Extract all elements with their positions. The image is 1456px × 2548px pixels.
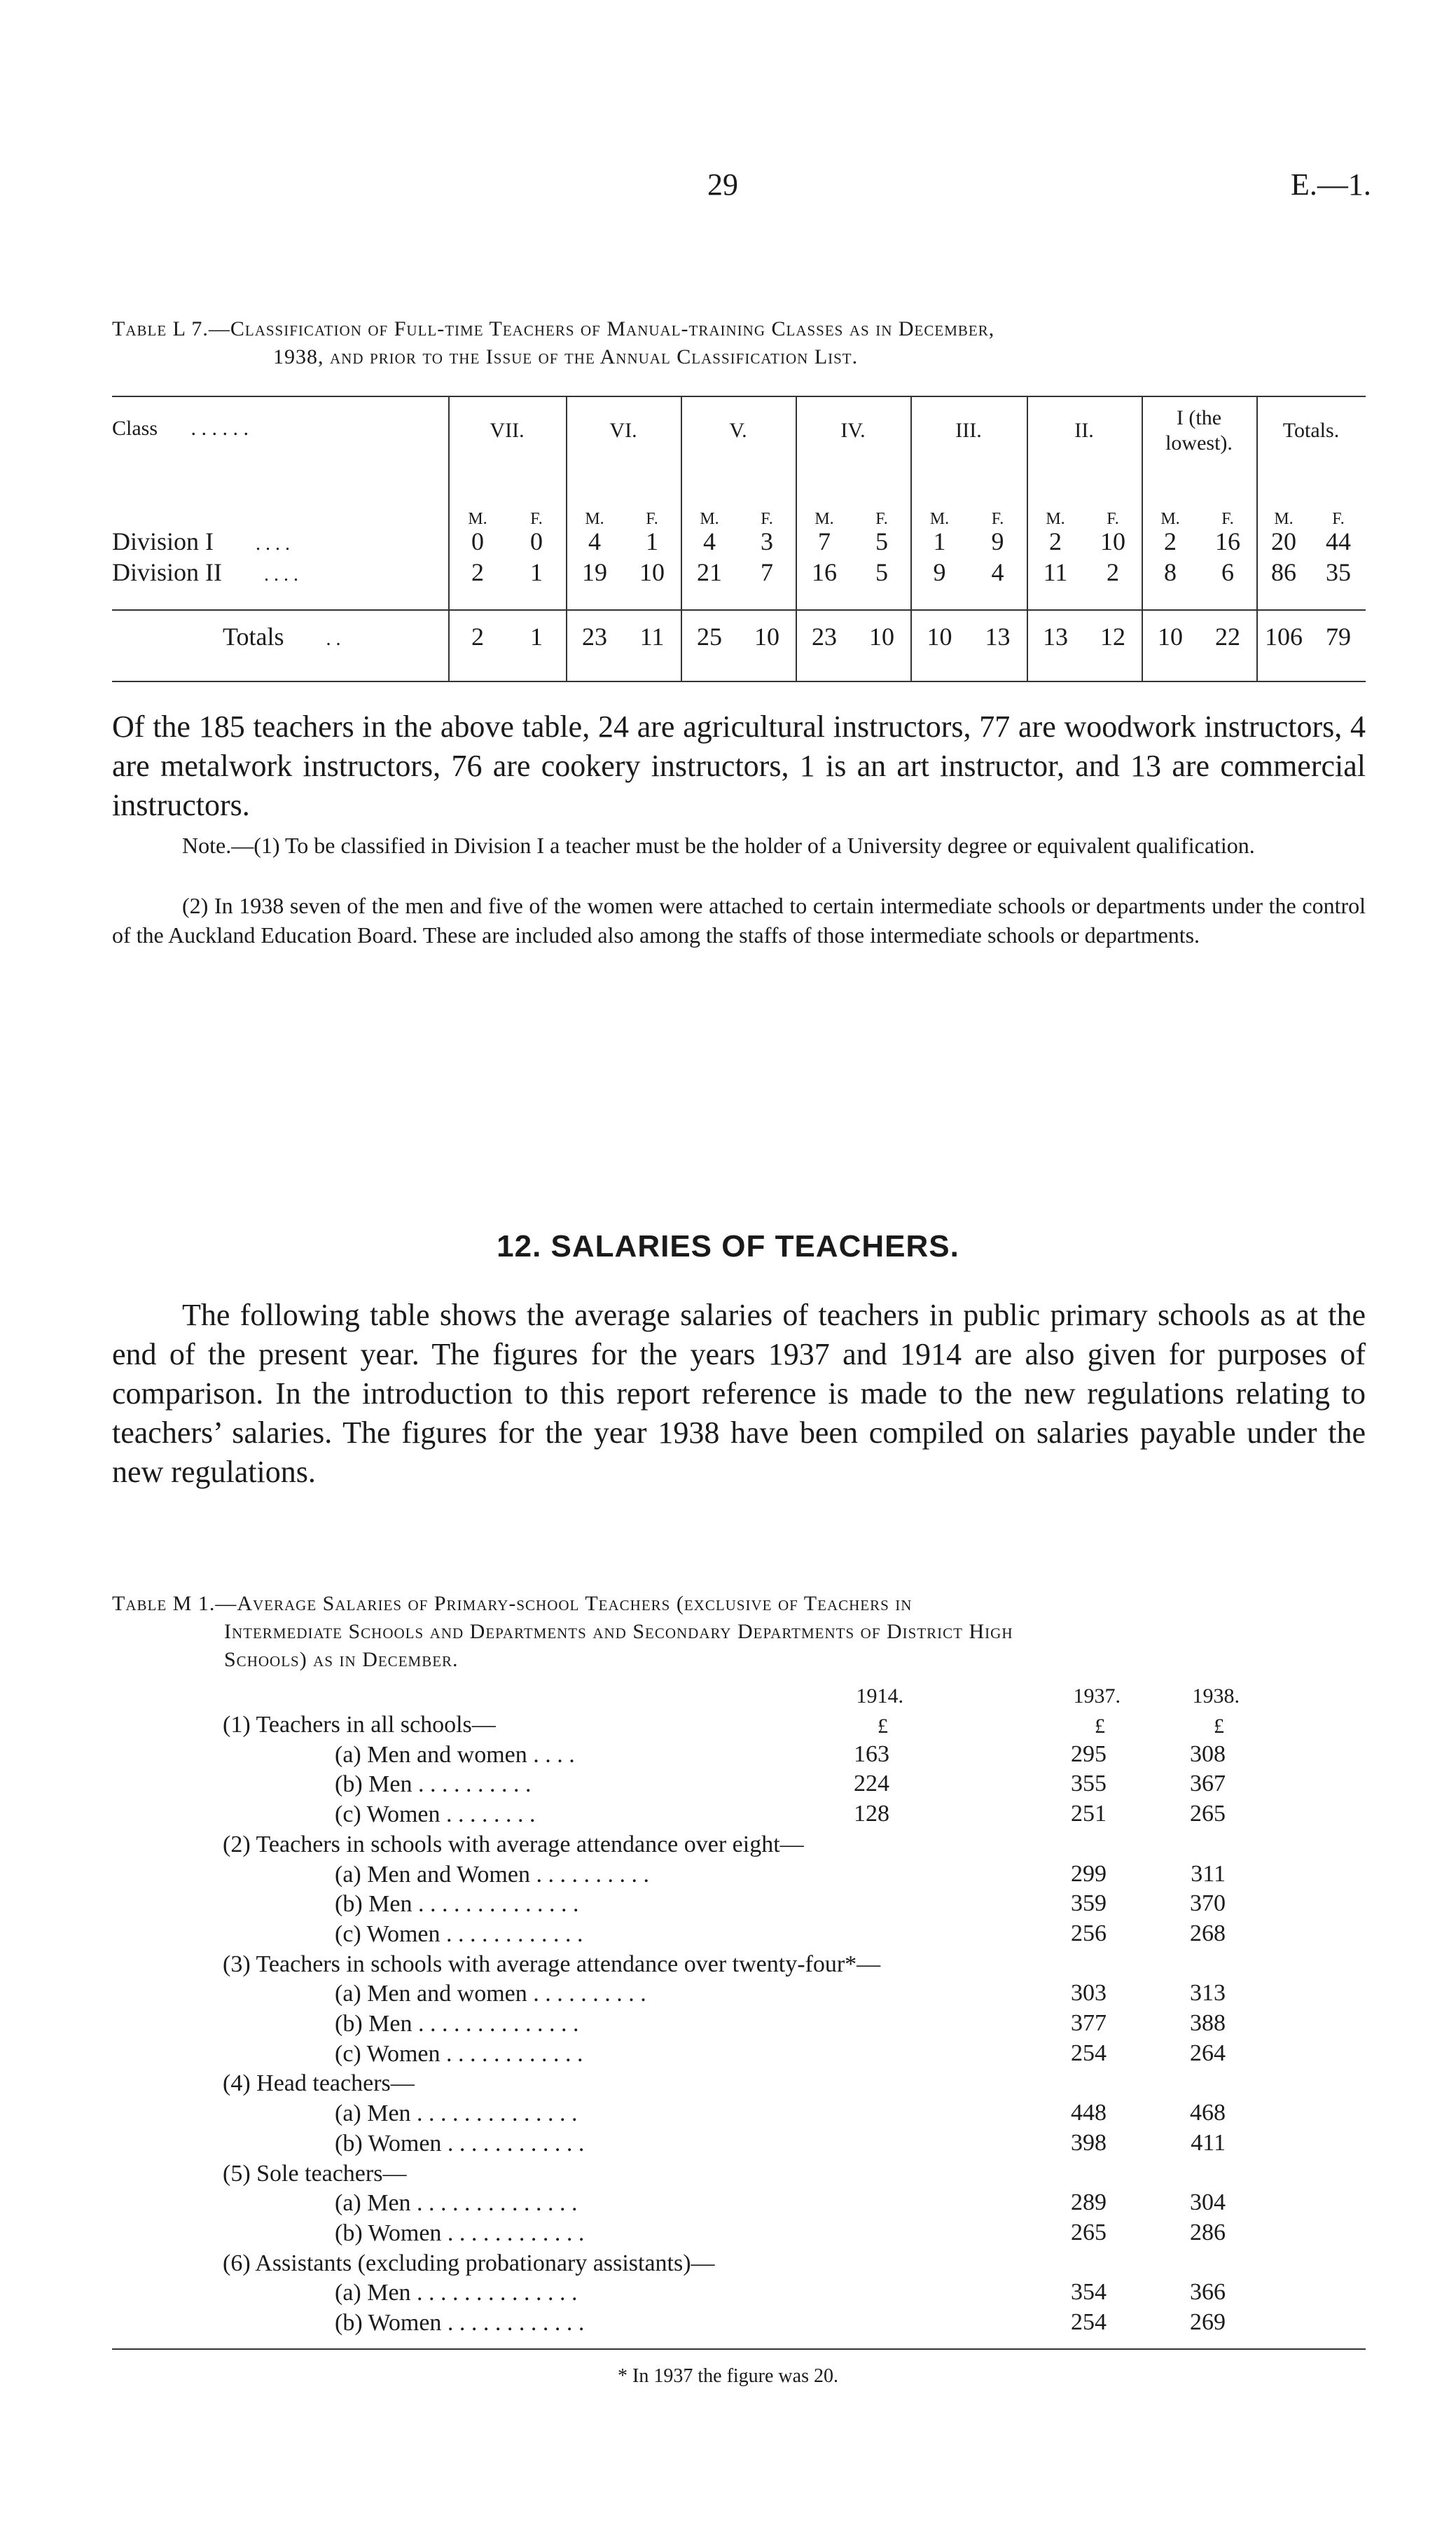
table-cell: 4	[991, 558, 1004, 586]
salary-row-label: (a) Men and women . . . . . . . . . .	[335, 1981, 646, 2007]
table-cell: 25	[697, 623, 722, 651]
table-cell: 10	[1100, 527, 1125, 555]
section-heading: 12. SALARIES OF TEACHERS.	[497, 1229, 959, 1263]
table-cell: 4	[588, 527, 601, 555]
salary-value: 468	[1190, 2100, 1226, 2126]
salary-value: 268	[1190, 1920, 1226, 1946]
salary-value: 398	[1071, 2130, 1107, 2156]
salary-value: 224	[854, 1771, 889, 1796]
male-subheader: M.	[468, 510, 487, 528]
salary-value: 304	[1190, 2189, 1226, 2215]
paragraph-teachers-summary: Of the 185 teachers in the above table, 24 are agricultural instructors, 77 are woodwork instructors, 4 are metalwork instructors, 76 are cookery instructors, 1 is an art instructor, and 13 are commercial instructors.	[112, 709, 1366, 822]
note-2: (2) In 1938 seven of the men and five of the women were attached to certain intermediate schools or departments under the control of the Auckland Education Board. These are included also among the staffs of those intermediate schools or departments.	[112, 893, 1366, 948]
table-cell: 23	[812, 623, 837, 651]
female-subheader: F.	[1332, 510, 1345, 528]
document-code: E.—1.	[1291, 167, 1371, 202]
table-cell: 2	[1164, 527, 1177, 555]
salary-group-label: (6) Assistants (excluding probationary assistants)—	[223, 2250, 715, 2276]
male-subheader: M.	[700, 510, 719, 528]
table-cell: 10	[927, 623, 952, 651]
table-l7-caption-line1: Table L 7.—Classification of Full-time Teachers of Manual-training Classes as in December,	[112, 317, 995, 340]
salary-value: 163	[854, 1741, 889, 1767]
salary-value: 354	[1071, 2279, 1107, 2305]
table-bottom-rule	[112, 681, 1366, 682]
salary-value: 448	[1071, 2100, 1107, 2126]
table-cell: 4	[703, 527, 716, 555]
table-m1-bottom-rule	[112, 2348, 1366, 2350]
female-subheader: F.	[646, 510, 658, 528]
table-cell: 44	[1326, 527, 1351, 555]
salary-value: 370	[1190, 1890, 1226, 1916]
salary-row-label: (a) Men and Women . . . . . . . . . .	[335, 1862, 649, 1888]
male-subheader: M.	[929, 510, 950, 528]
table-cell: 13	[1043, 623, 1068, 651]
salary-value: 254	[1071, 2040, 1107, 2066]
table-cell: 6	[1221, 558, 1234, 586]
class-header-lowest-line2: lowest).	[1165, 431, 1233, 455]
table-cell: 5	[875, 527, 888, 555]
salary-value: 311	[1191, 1861, 1226, 1887]
salary-value: 355	[1071, 1771, 1107, 1796]
male-subheader: M.	[1160, 510, 1180, 528]
table-cell: 86	[1271, 558, 1296, 586]
table-cell: 20	[1271, 527, 1296, 555]
salary-group-label: (5) Sole teachers—	[223, 2161, 407, 2187]
year-header: 1937.	[1073, 1684, 1121, 1708]
row-label	[223, 622, 340, 651]
table-cell: 19	[582, 558, 607, 586]
table-cell: 16	[812, 558, 837, 586]
salary-value: 251	[1071, 1801, 1107, 1827]
salary-row-label: (a) Men . . . . . . . . . . . . . .	[335, 2190, 578, 2216]
table-cell: 2	[1049, 527, 1062, 555]
table-cell: 1	[530, 623, 543, 651]
table-cell: 11	[1043, 558, 1068, 586]
table-cell: 10	[754, 623, 779, 651]
table-m1-footnote: * In 1937 the figure was 20.	[618, 2365, 838, 2387]
male-subheader: M.	[1274, 510, 1294, 528]
salary-value: 289	[1071, 2189, 1107, 2215]
table-top-rule	[112, 396, 1366, 397]
salary-row-label: (a) Men and women . . . .	[335, 1742, 575, 1768]
table-m1-caption	[112, 1590, 1366, 1674]
salary-value: 254	[1071, 2309, 1107, 2335]
year-header: 1914.	[856, 1684, 903, 1708]
salary-value: 377	[1071, 2010, 1107, 2036]
salary-row-label: (a) Men . . . . . . . . . . . . . .	[335, 2280, 578, 2306]
salary-row-label: (a) Men . . . . . . . . . . . . . .	[335, 2100, 578, 2126]
salary-row-label: (c) Women . . . . . . . . . . . .	[335, 2041, 583, 2067]
salary-row-label: (b) Men . . . . . . . . . . . . . .	[335, 1891, 579, 1917]
table-cell: 5	[875, 558, 888, 586]
salary-group-label: (2) Teachers in schools with average attendance over eight—	[223, 1832, 804, 1857]
table-cell: 16	[1215, 527, 1240, 555]
note-1: Note.—(1) To be classified in Division I a teacher must be the holder of a University degree or equivalent qualification.	[182, 833, 1255, 858]
salary-value: 295	[1071, 1741, 1107, 1767]
male-subheader: M.	[1046, 510, 1065, 528]
class-label-text: Class	[112, 417, 158, 440]
salary-row-label: (c) Women . . . . . . . . . . . .	[335, 1921, 583, 1947]
class-header-lowest-line1: I (the	[1176, 406, 1222, 429]
salary-value: 128	[854, 1801, 889, 1827]
table-cell: 21	[697, 558, 722, 586]
female-subheader: F.	[875, 510, 888, 528]
table-l7-caption	[112, 315, 1359, 371]
row-label-dots: . . . .	[264, 564, 298, 586]
totals-header: Totals.	[1282, 419, 1340, 442]
salary-value: 269	[1190, 2309, 1226, 2335]
table-cell: 2	[1107, 558, 1119, 586]
salary-value: 366	[1190, 2279, 1226, 2305]
table-cell: 1	[646, 527, 658, 555]
table-cell: 8	[1164, 558, 1177, 586]
salary-row-label: (b) Men . . . . . . . . . . . . . .	[335, 2011, 579, 2037]
class-header: VI.	[609, 419, 637, 442]
salary-value: 303	[1071, 1980, 1107, 2006]
salary-value: 299	[1071, 1861, 1107, 1887]
table-m1-caption-line2: Intermediate Schools and Departments and Secondary Departments of District High	[224, 1620, 1013, 1643]
table-cell: 79	[1326, 623, 1351, 651]
class-header: V.	[729, 419, 747, 442]
salary-row-label: (b) Women . . . . . . . . . . . .	[335, 2131, 585, 2156]
page-number: 29	[707, 167, 738, 202]
row-label-dots: . .	[326, 628, 341, 650]
salary-row-label: (b) Women . . . . . . . . . . . .	[335, 2220, 585, 2246]
table-cell: 2	[471, 623, 484, 651]
table-m1-caption-line1: Table M 1.—Average Salaries of Primary-school Teachers (exclusive of Teachers in	[112, 1592, 913, 1615]
table-cell: 7	[818, 527, 831, 555]
currency-header: £	[1214, 1715, 1224, 1738]
salary-value: 313	[1190, 1980, 1226, 2006]
salary-value: 256	[1071, 1920, 1107, 1946]
table-cell: 22	[1215, 623, 1240, 651]
table-cell: 11	[639, 623, 665, 651]
salary-value: 264	[1190, 2040, 1226, 2066]
table-cell: 106	[1265, 623, 1303, 651]
salary-value: 388	[1190, 2010, 1226, 2036]
table-cell: 1	[933, 527, 946, 555]
salary-value: 265	[1071, 2220, 1107, 2245]
salary-value: 367	[1190, 1771, 1226, 1796]
table-cell: 10	[1158, 623, 1183, 651]
table-cell: 10	[639, 558, 665, 586]
table-cell: 35	[1326, 558, 1351, 586]
salary-row-label: (c) Women . . . . . . . .	[335, 1801, 536, 1827]
female-subheader: F.	[1107, 510, 1119, 528]
class-header: III.	[955, 419, 982, 442]
totals-rule	[112, 609, 1366, 611]
class-header: VII.	[490, 419, 525, 442]
table-cell: 7	[761, 558, 773, 586]
table-l7-caption-line2: 1938, and prior to the Issue of the Annual Classification List.	[273, 345, 859, 368]
salary-row-label: (b) Women . . . . . . . . . . . .	[335, 2310, 585, 2336]
table-cell: 9	[991, 527, 1004, 555]
table-cell: 3	[761, 527, 773, 555]
table-cell: 9	[933, 558, 946, 586]
male-subheader: M.	[814, 510, 834, 528]
row-label-text: Division II	[112, 558, 222, 586]
paragraph-salaries-intro: The following table shows the average salaries of teachers in public primary schools as at the end of the present year. The figures for the years 1937 and 1914 are also given for purposes of comparison. In the introduction to this report reference is made to the new regulations relating to teachers’ salaries. The figures for the year 1938 have been compiled on salaries payable under the new regulations.	[112, 1298, 1366, 1489]
salary-group-label: (3) Teachers in schools with average attendance over twenty-four*—	[223, 1951, 881, 1977]
table-cell: 0	[530, 527, 543, 555]
table-m1-caption-line3: Schools) as in December.	[224, 1648, 459, 1671]
salary-group-label: (4) Head teachers—	[223, 2070, 415, 2096]
salary-value: 286	[1190, 2220, 1226, 2245]
table-cell: 23	[582, 623, 607, 651]
salary-value: 411	[1191, 2130, 1226, 2156]
female-subheader: F.	[1221, 510, 1234, 528]
table-cell: 12	[1100, 623, 1125, 651]
row-label	[112, 527, 290, 556]
table-cell: 10	[869, 623, 894, 651]
salary-group-label: (1) Teachers in all schools—	[223, 1712, 496, 1738]
salary-row-label: (b) Men . . . . . . . . . .	[335, 1771, 532, 1797]
salary-value: 308	[1190, 1741, 1226, 1767]
row-label-dots: . . . .	[256, 533, 291, 555]
currency-header: £	[878, 1715, 888, 1738]
table-cell: 13	[985, 623, 1011, 651]
class-header: IV.	[840, 419, 866, 442]
salary-value: 359	[1071, 1890, 1107, 1916]
female-subheader: F.	[991, 510, 1004, 528]
female-subheader: F.	[530, 510, 543, 528]
row-label	[112, 558, 298, 587]
female-subheader: F.	[761, 510, 773, 528]
male-subheader: M.	[585, 510, 604, 528]
year-header: 1938.	[1192, 1684, 1240, 1708]
table-cell: 2	[471, 558, 484, 586]
class-label-dots: . . . . . .	[190, 417, 249, 440]
salary-value: 265	[1190, 1801, 1226, 1827]
class-label	[112, 417, 249, 441]
table-cell: 0	[471, 527, 484, 555]
table-cell: 1	[530, 558, 543, 586]
class-header: II.	[1074, 419, 1094, 442]
row-label-text: Totals	[223, 623, 284, 651]
currency-header: £	[1095, 1715, 1105, 1738]
row-label-text: Division I	[112, 527, 214, 555]
